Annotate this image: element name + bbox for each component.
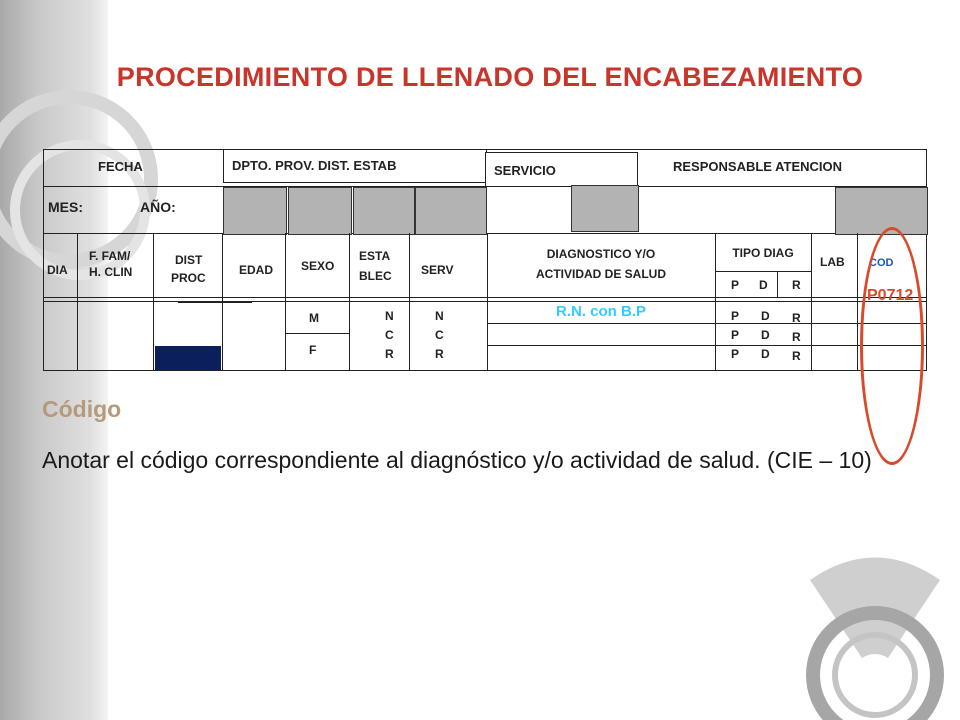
esta-n[interactable]: N	[385, 309, 394, 323]
row1-r[interactable]: R	[792, 311, 801, 325]
col-divider	[285, 233, 286, 371]
tipo-r: R	[792, 278, 801, 292]
serv-c[interactable]: C	[435, 328, 444, 342]
servicio-label: SERVICIO	[494, 163, 556, 178]
row3-r[interactable]: R	[792, 349, 801, 363]
serv-r[interactable]: R	[435, 347, 444, 361]
sexo-label: SEXO	[301, 259, 335, 273]
responsable-field[interactable]	[835, 187, 928, 235]
esta-r[interactable]: R	[385, 347, 394, 361]
esta-label-2: BLEC	[359, 269, 392, 283]
form-border-bottom	[43, 370, 927, 371]
tipo-p: P	[731, 278, 740, 292]
dpto-field[interactable]	[223, 187, 287, 235]
tipo-diag-label: TIPO DIAG	[732, 246, 794, 260]
diagnostico-value: R.N. con B.P	[555, 303, 646, 320]
esta-c[interactable]: C	[385, 328, 394, 342]
esta-label-1: ESTA	[359, 249, 391, 263]
tipo-diag-divider	[715, 271, 811, 272]
dist-label-1: DIST	[175, 253, 203, 267]
body-row-line	[487, 345, 811, 346]
servicio-box	[485, 152, 638, 187]
col-divider	[409, 233, 410, 371]
cod-highlight-ellipse	[860, 227, 924, 465]
row2-d[interactable]: D	[761, 328, 770, 342]
cod-value: P0712	[867, 287, 914, 304]
col-divider	[77, 233, 78, 371]
responsable-label: RESPONSABLE ATENCION	[673, 159, 843, 174]
row3-p[interactable]: P	[731, 347, 740, 361]
sexo-f[interactable]: F	[309, 343, 317, 357]
row1-p[interactable]: P	[731, 309, 740, 323]
cod-label: COD	[869, 257, 894, 269]
ffam-label-2: H. CLIN	[89, 265, 133, 279]
prov-field[interactable]	[288, 187, 352, 235]
servicio-field[interactable]	[571, 185, 639, 232]
form-line-3	[43, 297, 927, 298]
r-col-divider	[811, 301, 812, 371]
form-header-table	[43, 149, 927, 371]
form-line-3b	[43, 301, 927, 302]
body-row-line	[487, 323, 811, 324]
dpto-box	[223, 149, 487, 183]
tipo-diag-subdivider	[777, 271, 778, 297]
section-heading: Código	[42, 396, 122, 422]
fan-decoration	[790, 540, 960, 720]
sexo-m[interactable]: M	[309, 311, 319, 325]
dist-navy-block	[155, 346, 221, 370]
col-divider	[857, 233, 858, 371]
dpto-label: DPTO. PROV. DIST. ESTAB	[232, 158, 397, 173]
dist-field[interactable]	[353, 187, 415, 235]
tipo-d: D	[759, 278, 768, 292]
diag-label-1: DIAGNOSTICO Y/O	[546, 247, 656, 261]
row2-p[interactable]: P	[731, 328, 740, 342]
row3-d[interactable]: D	[761, 347, 770, 361]
form-border-right	[926, 149, 927, 371]
anio-label: AÑO:	[140, 199, 176, 215]
lab-label: LAB	[820, 255, 845, 269]
diag-label-2: ACTIVIDAD DE SALUD	[535, 267, 666, 281]
col-divider	[153, 233, 154, 371]
page-title: PROCEDIMIENTO DE LLENADO DEL ENCABEZAMIENTO	[116, 62, 864, 92]
col-divider	[349, 233, 350, 371]
edad-label: EDAD	[239, 263, 274, 277]
form-border-left	[43, 149, 44, 371]
serv-label: SERV	[421, 263, 454, 277]
section-body: Anotar el código correspondiente al diagnóstico y/o actividad de salud. (CIE – 10)	[42, 447, 872, 473]
serv-n[interactable]: N	[435, 309, 444, 323]
dia-label: DIA	[47, 263, 68, 277]
row1-d[interactable]: D	[761, 309, 770, 323]
fecha-label: FECHA	[98, 159, 143, 174]
mes-label: MES:	[48, 199, 83, 215]
row2-r[interactable]: R	[792, 330, 801, 344]
dist-label-2: PROC	[171, 271, 206, 285]
ffam-label-1: F. FAM/	[89, 249, 131, 263]
sexo-divider	[285, 333, 349, 334]
estab-field[interactable]	[415, 187, 487, 235]
dist-underline	[178, 301, 252, 303]
